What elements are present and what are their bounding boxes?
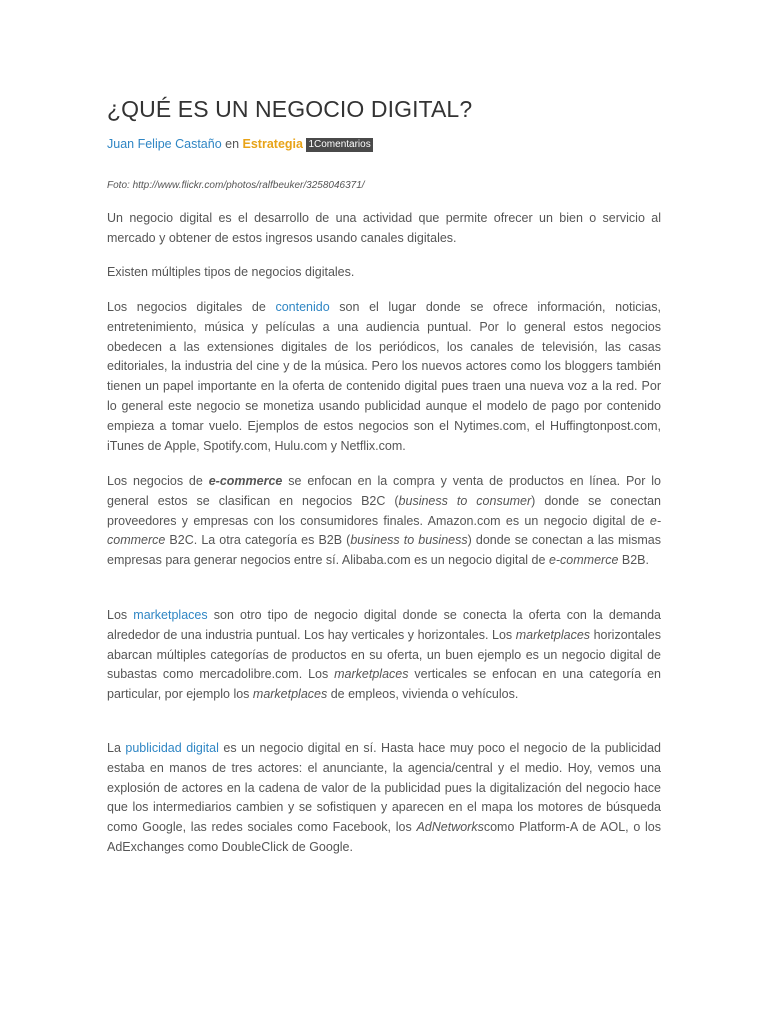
p6-text: La bbox=[107, 741, 126, 755]
paragraph-5 bbox=[107, 606, 661, 705]
comments-badge[interactable]: 1Comentarios bbox=[308, 139, 371, 150]
p5-italic: marketplaces bbox=[515, 627, 591, 642]
paragraph-1: Un negocio digital es el desarrollo de una actividad que permite ofrecer un bien o servicio al mercado y obtener de estos ingresos usando canales digitales. bbox=[107, 211, 661, 245]
byline-connector: en bbox=[221, 137, 243, 151]
p3-text: Los negocios digitales de bbox=[107, 300, 276, 314]
p5-text: de empleos, vivienda o vehículos. bbox=[327, 687, 519, 702]
p4-italic: e-commerce bbox=[548, 553, 619, 568]
p6-italic: AdNetworks bbox=[416, 820, 484, 835]
p5-italic: marketplaces bbox=[252, 687, 328, 702]
p5-text: horizontales abarcan múltiples categorías de productos en su oferta, un buen ejemplo es un negocio digital de subastas como mercadolibre.com. Los bbox=[107, 627, 661, 682]
byline bbox=[107, 137, 373, 152]
p3-text: son el lugar donde se ofrece información, noticias, entretenimiento, música y películas a una audiencia puntual. Por lo general estos negocios obedecen a las extensiones digitales de los periódicos, los canales de televisión, las casas editoriales, la industria del cine y de la música. Pero los nuevos actores como los bloggers también tienen un papel importante en la oferta de contenido digital pues traen una nueva voz a la red. Por lo general este negocio se monetiza usando publicidad aunque el modelo de pago por contenido empieza a tomar vuelo. Ejemplos de estos negocios son el Nytimes.com, el Huffingtonpost.com, iTunes de Apple, Spotify.com, Hulu.com y Netflix.com. bbox=[107, 300, 661, 453]
marketplaces-link[interactable]: marketplaces bbox=[133, 608, 208, 622]
p4-text: B2C. La otra categoría es B2B ( bbox=[165, 533, 351, 548]
p5-text: Los bbox=[107, 608, 134, 622]
paragraph-3 bbox=[107, 298, 661, 456]
p4-text: se enfocan en la compra y venta de productos en línea. Por lo general estos se clasifican en negocios B2C ( bbox=[107, 474, 662, 508]
p4-text: ) donde se conectan a las mismas empresas para generar negocios entre sí. Alibaba.com es un negocio digital de bbox=[107, 533, 661, 568]
p5-text: son otro tipo de negocio digital donde se conecta la oferta con la demanda alrededor de una industria puntual. Los hay verticales y horizontales. Los bbox=[107, 608, 661, 642]
p6-text: como Platform-A de AOL, o los AdExchanges como DoubleClick de Google. bbox=[107, 820, 661, 854]
p5-text: verticales se enfocan en una categoría en particular, por ejemplo los bbox=[107, 667, 661, 702]
p5-italic: marketplaces bbox=[334, 667, 409, 682]
p4-text: B2B. bbox=[618, 553, 649, 568]
p4-text: ) donde se conectan proveedores y empresas con los consumidores finales. Amazon.com es un negocio digital de bbox=[107, 493, 661, 528]
publicidad-digital-link[interactable]: publicidad digital bbox=[125, 741, 219, 755]
category-link[interactable]: Estrategia bbox=[242, 137, 303, 151]
paragraph-2: Existen múltiples tipos de negocios digitales. bbox=[107, 265, 355, 279]
author-link[interactable]: Juan Felipe Castaño bbox=[107, 137, 222, 151]
p4-italic: e-commerce bbox=[107, 513, 661, 548]
article-title: ¿QUÉ ES UN NEGOCIO DIGITAL? bbox=[107, 96, 473, 122]
p4-emphasis: e-commerce bbox=[208, 474, 283, 488]
paragraph-6 bbox=[107, 739, 661, 858]
p4-italic: business to consumer bbox=[398, 493, 532, 508]
p4-text: Los negocios de bbox=[107, 474, 209, 488]
paragraph-4 bbox=[107, 472, 661, 571]
p4-italic: business to business bbox=[350, 533, 468, 548]
photo-credit: Foto: http://www.flickr.com/photos/ralfbeuker/3258046371/ bbox=[107, 180, 365, 191]
contenido-link[interactable]: contenido bbox=[275, 300, 330, 314]
p6-text: es un negocio digital en sí. Hasta hace muy poco el negocio de la publicidad estaba en manos de tres actores: el anunciante, la agencia/central y el medio. Hoy, vemos una explosión de actores en la cadena de valor de la publicidad pues la digitalización del negocio hace que los intermediarios cambien y se sofistiquen y aparecen en el mapa los motores de búsqueda como Google, las redes sociales como Facebook, los bbox=[107, 741, 661, 835]
